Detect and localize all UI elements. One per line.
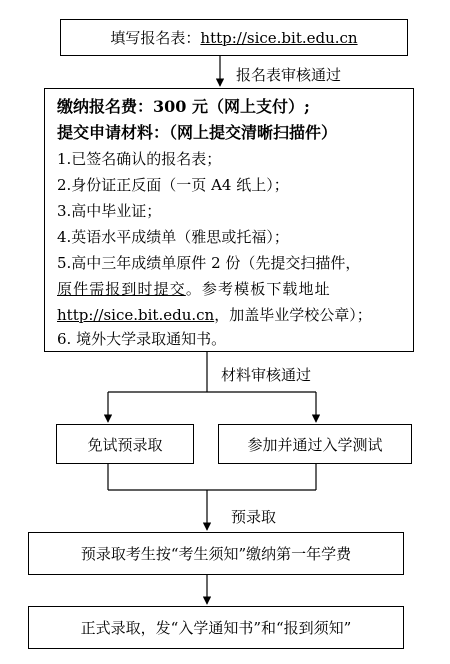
branch-left-label: 免试预录取 (87, 435, 163, 454)
step5-box (28, 606, 404, 649)
template-url-link[interactable]: http://sice.bit.edu.cn (57, 306, 215, 324)
material-item-6: 6. 境外大学录取通知书。 (57, 330, 227, 348)
step5-label: 正式录取，发“入学通知书”和“报到须知” (80, 619, 352, 637)
material-item-5-line1: 5.高中三年成绩单原件 2 份（先提交扫描件， (57, 254, 361, 272)
arrow2-label: 材料审核通过 (221, 366, 312, 384)
materials-title: 提交申请材料：（网上提交清晰扫描件） (57, 123, 338, 142)
step4-label: 预录取考生按“考生须知”缴纳第一年学费 (80, 545, 352, 563)
material-item-5-line2 (57, 278, 331, 301)
material-item-5-line3 (57, 304, 372, 327)
template-download-text: 。参考模板下载地址 (185, 280, 331, 298)
original-required-note: 原件需报到时提交 (57, 280, 186, 298)
step1-url-link[interactable]: http://sice.bit.edu.cn (200, 28, 358, 47)
arrow1-label: 报名表审核通过 (236, 66, 342, 84)
school-seal-note: ，加盖毕业学校公章）； (214, 306, 372, 324)
branch-right-box (218, 424, 412, 464)
branch-left-box (56, 424, 194, 464)
step2-box (44, 88, 414, 352)
step4-box (28, 532, 404, 575)
material-item-2: 2.身份证正反面（一页 A4 纸上）； (57, 176, 289, 194)
branch-right-label: 参加并通过入学测试 (247, 435, 383, 454)
material-item-3: 3.高中毕业证； (57, 202, 162, 220)
step1-box (60, 19, 408, 56)
step1-label: 填写报名表： (110, 29, 201, 47)
fee-line: 缴纳报名费：300 元（网上支付）; (57, 97, 310, 116)
arrow3-label: 预录取 (231, 508, 277, 526)
material-item-1: 1.已签名确认的报名表； (57, 150, 222, 168)
material-item-4: 4.英语水平成绩单（雅思或托福）； (57, 228, 289, 246)
